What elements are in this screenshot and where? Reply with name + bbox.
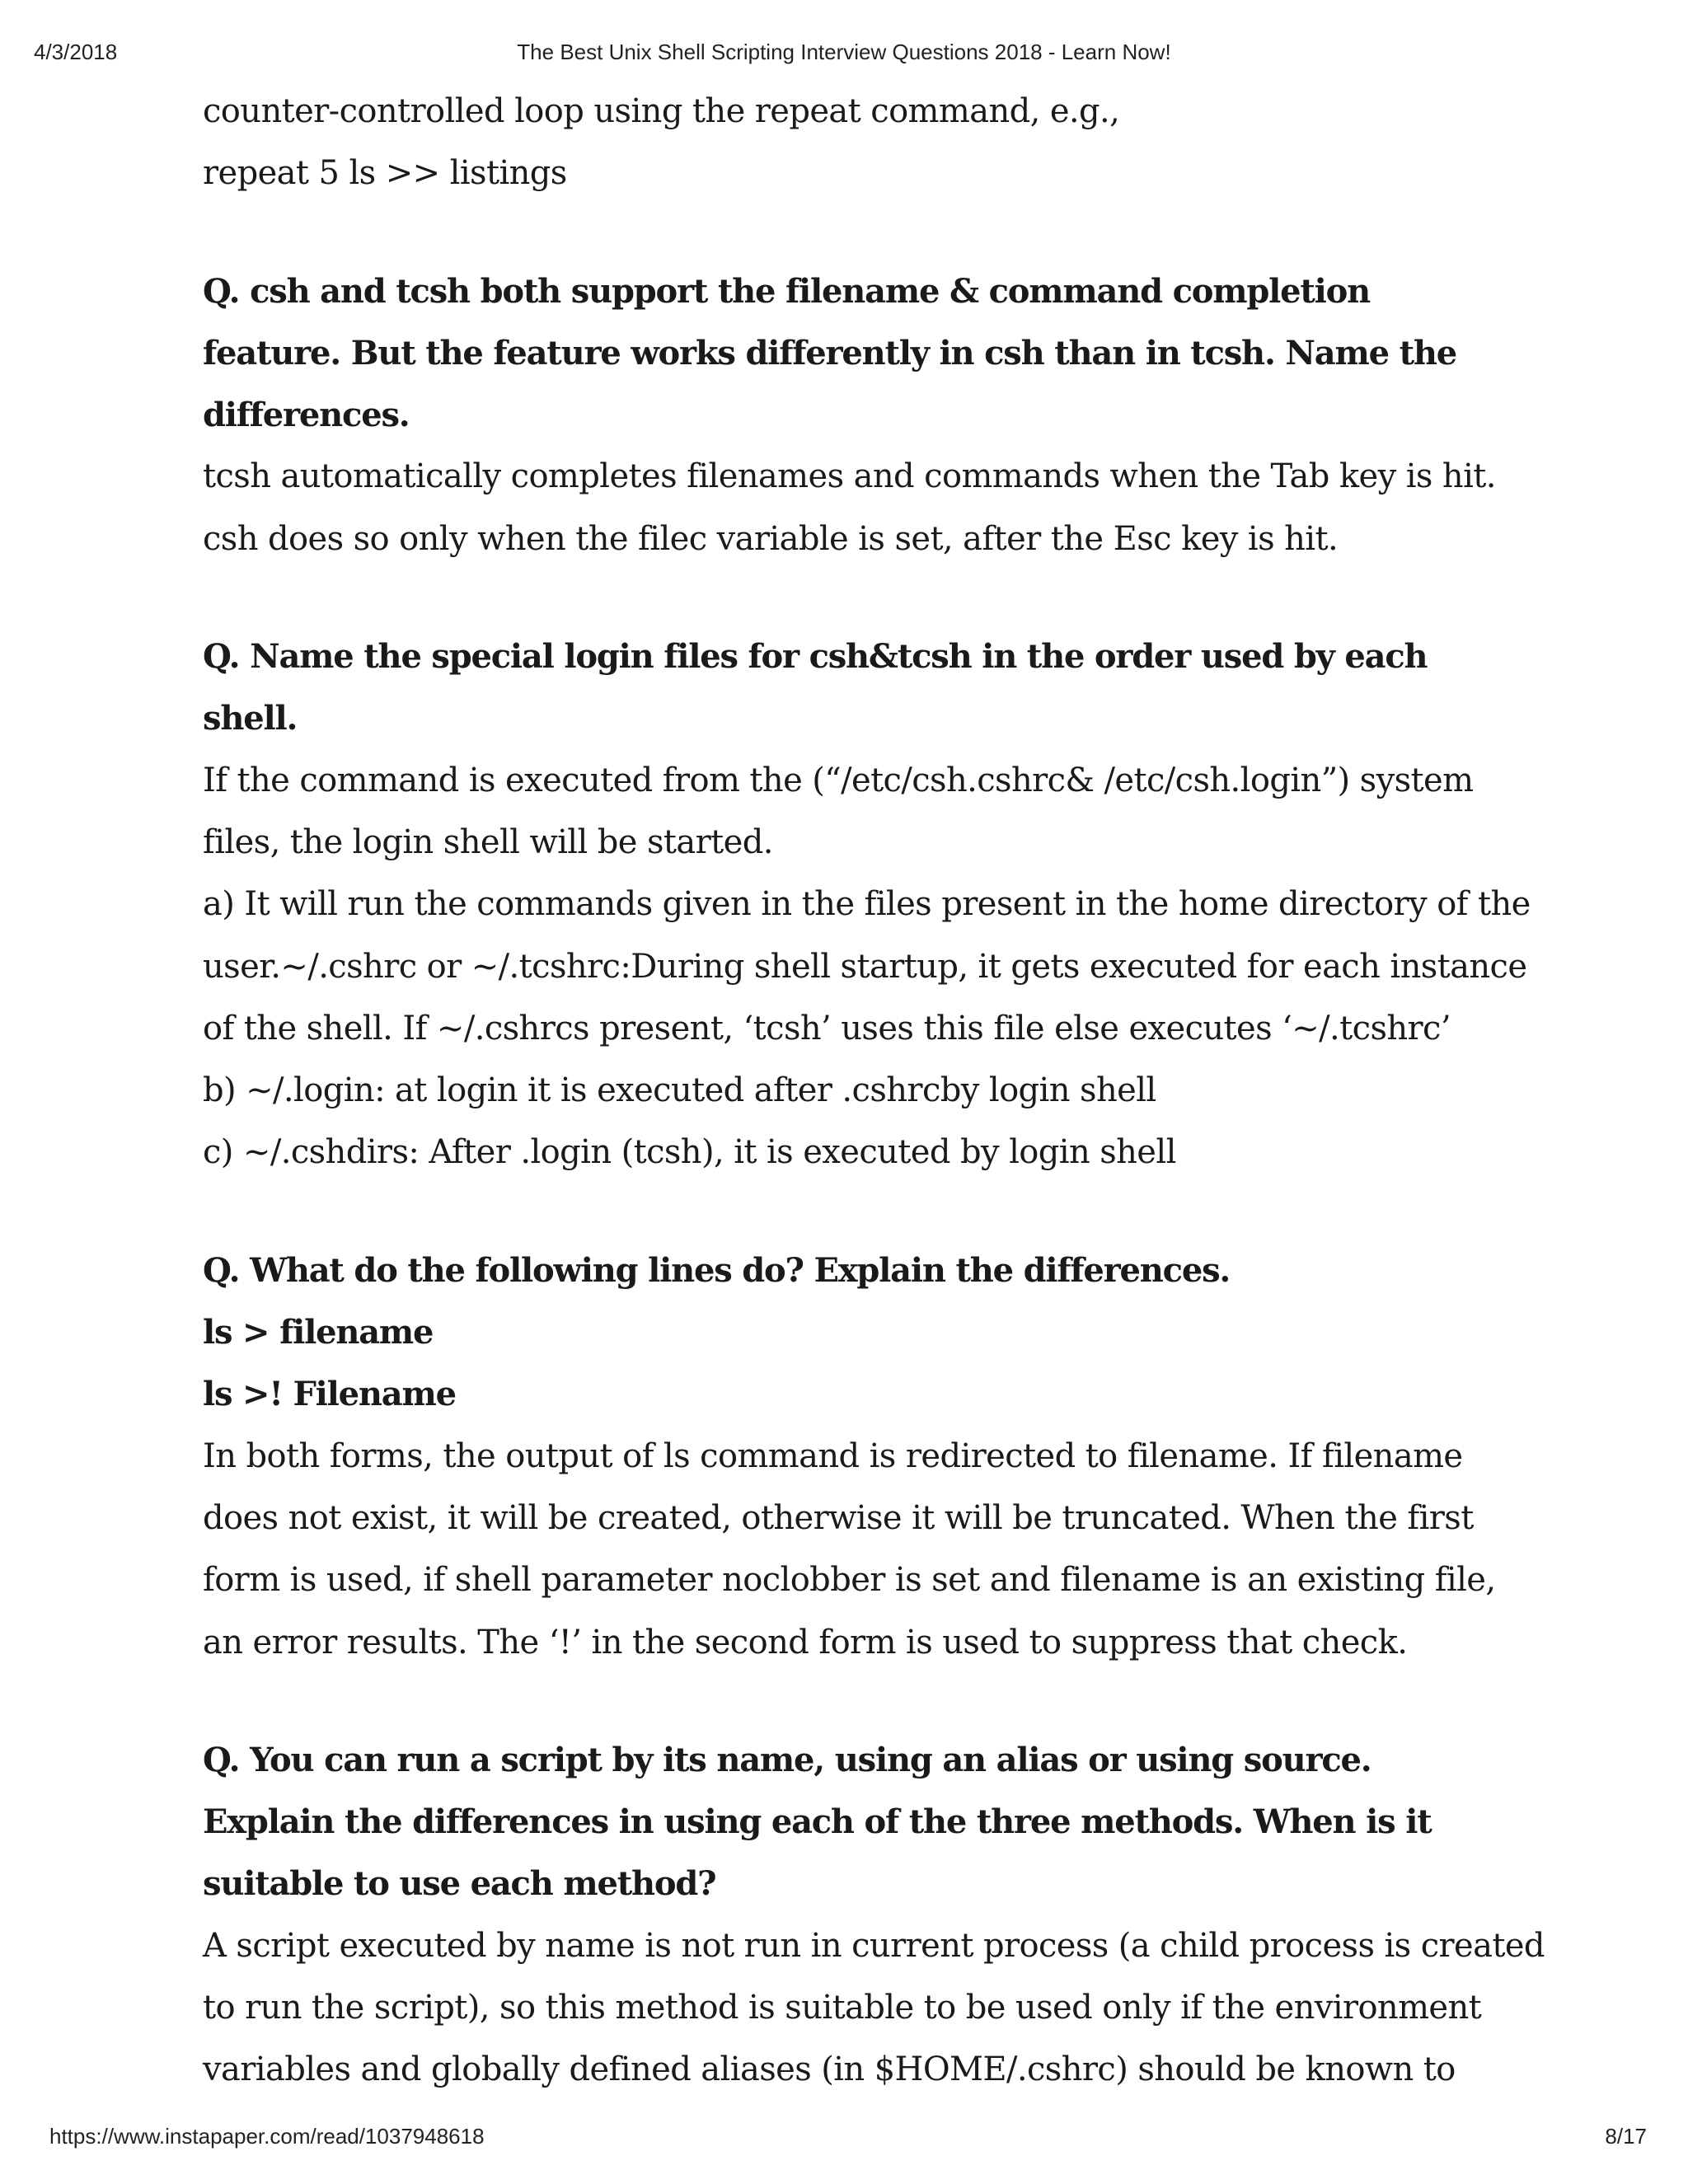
qa-section-login-files [203, 626, 1538, 1184]
question-line: ls > filename [203, 1313, 434, 1352]
answer-line: b) ~/.login: at login it is executed after .cshrcby login shell [203, 1071, 1156, 1110]
paragraph-line: repeat 5 ls >> listings [203, 154, 567, 193]
question-line: differences. [203, 396, 410, 435]
question-line: ls >! Filename [203, 1375, 456, 1414]
page-number: 8/17 [1605, 2124, 1647, 2149]
question-heading [203, 626, 1538, 750]
source-url: https://www.instapaper.com/read/1037948618 [49, 2124, 485, 2149]
answer-paragraph [203, 446, 1538, 570]
answer-line: does not exist, it will be created, otherwise it will be truncated. When the first [203, 1498, 1474, 1537]
answer-line: user.~/.cshrc or ~/.tcshrc:During shell startup, it gets executed for each instance [203, 947, 1527, 986]
answer-line: a) It will run the commands given in the files present in the home directory of the [203, 885, 1531, 924]
intro-paragraph [203, 81, 1538, 205]
answer-line: A script executed by name is not run in current process (a child process is created [203, 1926, 1545, 1965]
answer-line: c) ~/.cshdirs: After .login (tcsh), it is executed by login shell [203, 1133, 1176, 1172]
question-line: Q. Name the special login files for csh&tcsh in the order used by each [203, 637, 1428, 677]
answer-line: If the command is executed from the (“/etc/csh.cshrc& /etc/csh.login”) system [203, 761, 1474, 799]
question-line: suitable to use each method? [203, 1864, 716, 1904]
qa-section-redirection [203, 1240, 1538, 1674]
answer-line: to run the script), so this method is suitable to be used only if the environment [203, 1989, 1482, 2027]
question-line: Q. You can run a script by its name, using an alias or using source. [203, 1740, 1372, 1779]
question-heading [203, 1240, 1538, 1426]
answer-line: variables and globally defined aliases (in $HOME/.cshrc) should be known to [203, 2050, 1456, 2089]
question-line: Q. What do the following lines do? Explain the differences. [203, 1250, 1231, 1290]
answer-paragraph [203, 1426, 1538, 1674]
answer-paragraph [203, 750, 1538, 1184]
answer-line: of the shell. If ~/.cshrcs present, ‘tcsh’ uses this file else executes ‘~/.tcshrc’ [203, 1009, 1451, 1047]
article-body [203, 81, 1545, 2102]
answer-line: an error results. The ‘!’ in the second form is used to suppress that check. [203, 1623, 1408, 1661]
question-heading [203, 1729, 1538, 1915]
qa-section-completion [203, 260, 1538, 570]
question-line: Explain the differences in using each of the three methods. When is it [203, 1802, 1432, 1842]
question-line: shell. [203, 699, 298, 738]
answer-line: csh does so only when the filec variable is set, after the Esc key is hit. [203, 519, 1339, 558]
print-date: 4/3/2018 [34, 40, 118, 64]
question-line: feature. But the feature works differently in csh than in tcsh. Name the [203, 333, 1456, 373]
page-title: The Best Unix Shell Scripting Interview Questions 2018 - Learn Now! [517, 40, 1171, 64]
answer-line: In both forms, the output of ls command is redirected to filename. If filename [203, 1436, 1463, 1475]
question-heading [203, 260, 1538, 447]
qa-section-script-methods [203, 1729, 1545, 2102]
answer-paragraph [203, 1915, 1545, 2102]
question-line: Q. csh and tcsh both support the filename & command completion [203, 271, 1370, 311]
paragraph-line: counter-controlled loop using the repeat command, e.g., [203, 92, 1120, 130]
answer-line: tcsh automatically completes filenames and commands when the Tab key is hit. [203, 457, 1496, 496]
answer-line: files, the login shell will be started. [203, 823, 773, 861]
answer-line: form is used, if shell parameter noclobber is set and filename is an existing file, [203, 1561, 1496, 1600]
